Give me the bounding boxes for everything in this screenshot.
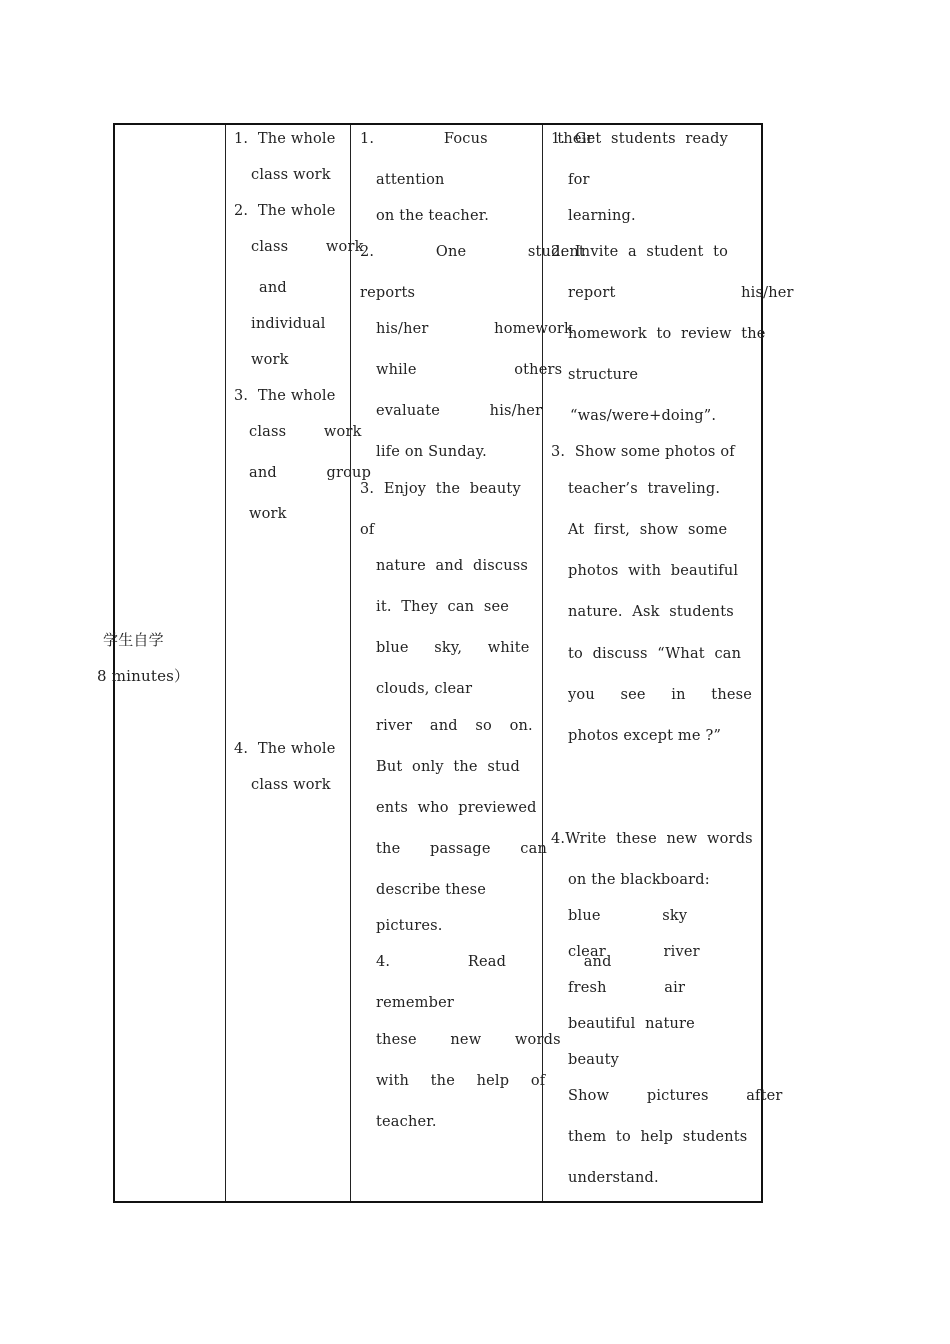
student-line: pictures.	[376, 918, 443, 934]
teacher-line: understand.	[568, 1170, 659, 1186]
student-line: remember	[376, 995, 454, 1011]
student-line: with the help of	[376, 1073, 546, 1089]
student-line: ents who previewed	[376, 800, 537, 816]
teacher-line: for	[568, 172, 590, 188]
student-line: these new words	[376, 1032, 561, 1048]
teacher-line: teacher’s traveling.	[568, 481, 721, 497]
student-line: the passage can	[376, 841, 548, 857]
teacher-line: photos with beautiful	[568, 563, 739, 579]
mode-line: class work	[249, 424, 362, 440]
mode-line: 2. The whole	[234, 203, 336, 219]
student-line: 4. Read and	[376, 954, 612, 970]
student-line: reports	[360, 285, 416, 301]
student-line: his/her homework	[376, 321, 574, 337]
teacher-line: them to help students	[568, 1129, 748, 1145]
student-line: But only the stud	[376, 759, 521, 775]
teacher-line: beautiful nature	[568, 1016, 695, 1032]
student-line: blue sky, white	[376, 640, 530, 656]
mode-line: 1. The whole	[234, 131, 336, 147]
teacher-line: on the blackboard:	[568, 872, 710, 888]
teacher-line: clear river	[568, 944, 700, 960]
student-line: clouds, clear	[376, 681, 473, 697]
teacher-line: structure	[568, 367, 639, 383]
student-line: 1. Focus their	[360, 131, 594, 147]
mode-line: and group	[249, 465, 372, 481]
student-line: teacher.	[376, 1114, 437, 1130]
teacher-line: 4.Write these new words	[551, 831, 753, 847]
student-line: it. They can see	[376, 599, 510, 615]
stage-name: 学生自学	[103, 631, 164, 649]
teacher-line: photos except me ?”	[568, 728, 722, 744]
student-line: 2. One student	[360, 244, 585, 260]
mode-line: work	[249, 506, 287, 522]
teacher-line: blue sky	[568, 908, 688, 924]
teacher-line: to discuss “What can	[568, 646, 742, 662]
mode-line: 4. The whole	[234, 741, 336, 757]
teacher-line: homework to review the	[568, 326, 766, 342]
column-divider	[225, 125, 226, 1201]
teacher-line: Show pictures after	[568, 1088, 783, 1104]
teacher-line: 3. Show some photos of	[551, 444, 735, 460]
mode-line: class work	[251, 239, 364, 255]
teacher-line: 2. Invite a student to	[551, 244, 729, 260]
student-line: river and so on.	[376, 718, 533, 734]
student-line: of	[360, 522, 375, 538]
student-line: on the teacher.	[376, 208, 490, 224]
student-line: nature and discuss	[376, 558, 529, 574]
teacher-line: At first, show some	[568, 522, 728, 538]
mode-line: work	[251, 352, 289, 368]
mode-line: individual	[251, 316, 326, 332]
student-line: 3. Enjoy the beauty	[360, 481, 521, 497]
teacher-line: report his/her	[568, 285, 794, 301]
column-divider	[350, 125, 351, 1201]
mode-line: and	[259, 280, 287, 296]
teacher-line: 1. Get students ready	[551, 131, 728, 147]
student-line: evaluate his/her	[376, 403, 543, 419]
student-line: life on Sunday.	[376, 444, 487, 460]
mode-line: class work	[251, 777, 331, 793]
student-line: while others	[376, 362, 563, 378]
mode-line: class work	[251, 167, 331, 183]
teacher-line: “was/were+doing”.	[570, 408, 717, 424]
teacher-line: learning.	[568, 208, 636, 224]
student-line: attention	[376, 172, 445, 188]
teacher-line: fresh air	[568, 980, 686, 996]
stage-duration: 8 minutes）	[97, 667, 190, 685]
student-line: describe these	[376, 882, 487, 898]
teacher-line: beauty	[568, 1052, 620, 1068]
teacher-line: nature. Ask students	[568, 604, 734, 620]
mode-line: 3. The whole	[234, 388, 336, 404]
teacher-line: you see in these	[568, 687, 753, 703]
